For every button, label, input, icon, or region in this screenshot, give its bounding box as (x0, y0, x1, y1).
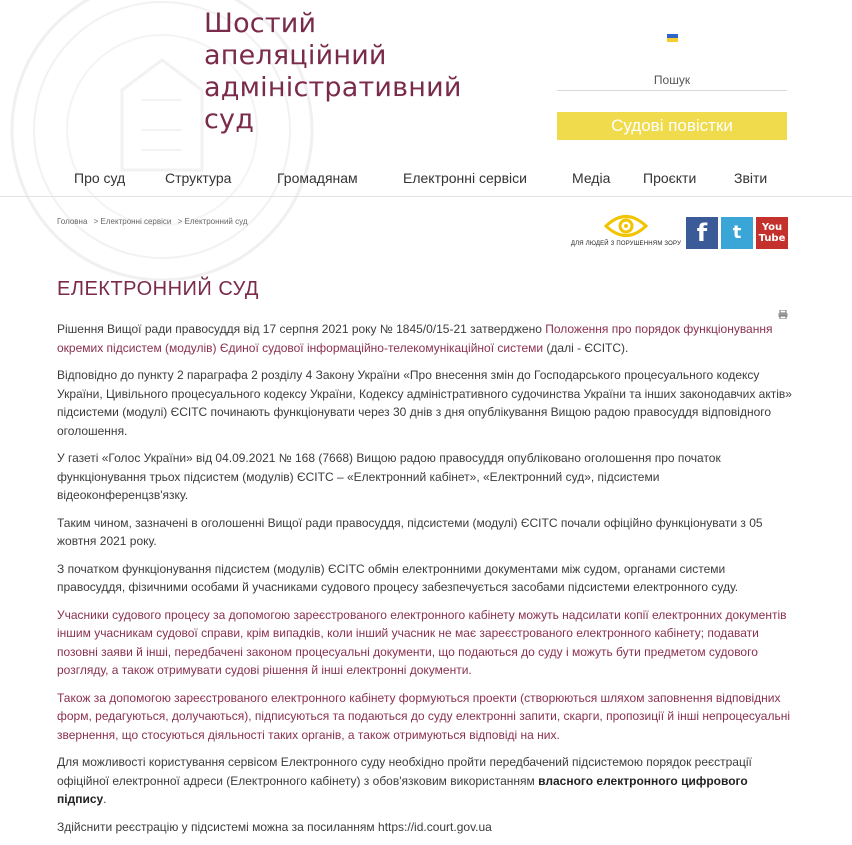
court-summons-button[interactable]: Судові повістки (557, 112, 787, 140)
twitter-icon[interactable]: t (721, 217, 753, 249)
facebook-icon[interactable]: f (686, 217, 718, 249)
paragraph: У газеті «Голос України» від 04.09.2021 № 168 (7668) Вищою радою правосуддя опубліковано оголошення про початок функціонування трьох підсистем (модулів) ЄСІТС – «Електронний кабінет», «Електронний суд», підсистеми відеоконференцзв'язку. (57, 451, 721, 502)
article-content (57, 320, 792, 845)
breadcrumb (57, 217, 252, 226)
paragraph: З початком функціонування підсистем (модулів) ЄСІТС обмін електронними документами між судом, органами системи правосуддя, фізичними особами й учасниками судового процесу забезпечується засобами підсистеми електронного суду. (57, 561, 739, 594)
paragraph: Здійснити реєстрацію у підсистемі можна за посиланням https://id.court.gov.ua (57, 819, 492, 834)
regulation-link[interactable]: Положення про порядок функціонування окремих підсистем (модулів) Єдиної судової інформаційно-телекомунікаційної системи (57, 322, 773, 355)
digital-signature-text: власного електронного цифрового підпису (57, 773, 748, 806)
paragraph: Таким чином, зазначені в оголошенні Вищої ради правосуддя, підсистеми (модулі) ЄСІТС почали офіційно функціонувати з 05 жовтня 2021 року. (57, 515, 763, 548)
registration-link[interactable]: https://id.court.gov.ua (378, 819, 492, 834)
page-title: ЕЛЕКТРОННИЙ СУД (57, 278, 259, 300)
nav-item-reports[interactable]: Звіти (734, 170, 768, 186)
nav-item-about[interactable]: Про суд (74, 170, 126, 186)
paragraph: Учасники судового процесу за допомогою зареєстрованого електронного кабінету можуть надсилати копії електронних документів іншим учасникам судової справи, крім випадків, коли інший учасник не має зареєстрованого електронного кабінету; подавати позовні заяви й інші, передбачені законом процесуальні документи, що подаються до суду і можуть бути предметом судового розгляду, а також отримувати судові рішення й інші електронні документи. (57, 607, 787, 677)
eye-icon (604, 213, 648, 239)
paragraph: Для можливості користування сервісом Електронного суду необхідно пройти передбачений підсистемою порядок реєстрації офіційної електронної адреси (Електронного кабінету) з обов'язковим використанням власного електронного цифрового підпису. (57, 755, 752, 806)
print-icon[interactable] (778, 310, 788, 319)
nav-item-media[interactable]: Медіа (572, 170, 611, 186)
breadcrumb-e-services[interactable]: > Електронні сервіси (93, 217, 172, 226)
visually-impaired-caption: ДЛЯ ЛЮДЕЙ З ПОРУШЕННЯМ ЗОРУ (570, 241, 682, 247)
nav-item-structure[interactable]: Структура (165, 170, 232, 186)
youtube-icon-bottom: Tube (758, 233, 786, 244)
ukrainian-flag-icon[interactable] (667, 34, 678, 42)
youtube-icon[interactable] (756, 217, 788, 249)
visually-impaired-link[interactable] (568, 213, 684, 253)
youtube-icon-top: You (761, 222, 783, 233)
nav-item-citizens[interactable]: Громадянам (277, 170, 358, 186)
breadcrumb-home[interactable]: Головна (57, 217, 88, 226)
court-name[interactable]: Шостий апеляційний адміністративний суд (204, 8, 462, 135)
breadcrumb-current: > Електронний суд (177, 217, 248, 226)
paragraph: Відповідно до пункту 2 параграфа 2 розділу 4 Закону України «Про внесення змін до Господарського процесуального кодексу України, Цивільного процесуального кодексу України, Кодексу адміністративного судочинства України та інших законодавчих актів» підсистеми (модулі) ЄСІТС починають функціонувати через 30 днів з дня опублікування Вищою радою правосуддя відповідного оголошення. (57, 368, 792, 438)
paragraph: Також за допомогою зареєстрованого електронного кабінету формуються проекти (створюються шляхом заповнення відповідних форм, редагуються, долучаються), підписуються та подаються до суду електронні запити, скарги, пропозиції й інші непроцесуальні звернення, що стосуються діяльності таких органів, а також отримуються відповіді на них. (57, 690, 790, 742)
nav-item-e-services[interactable]: Електронні сервіси (403, 170, 527, 186)
search-input[interactable]: Пошук (557, 70, 787, 91)
paragraph: Рішення Вищої ради правосуддя від 17 серпня 2021 року № 1845/0/15-21 затверджено Положення про порядок функціонування окремих підсистем (модулів) Єдиної судової інформаційно-телекомунікаційної системи (далі - ЄСІТС). (57, 322, 773, 355)
nav-item-projects[interactable]: Проєкти (643, 170, 697, 186)
main-nav (0, 160, 852, 197)
